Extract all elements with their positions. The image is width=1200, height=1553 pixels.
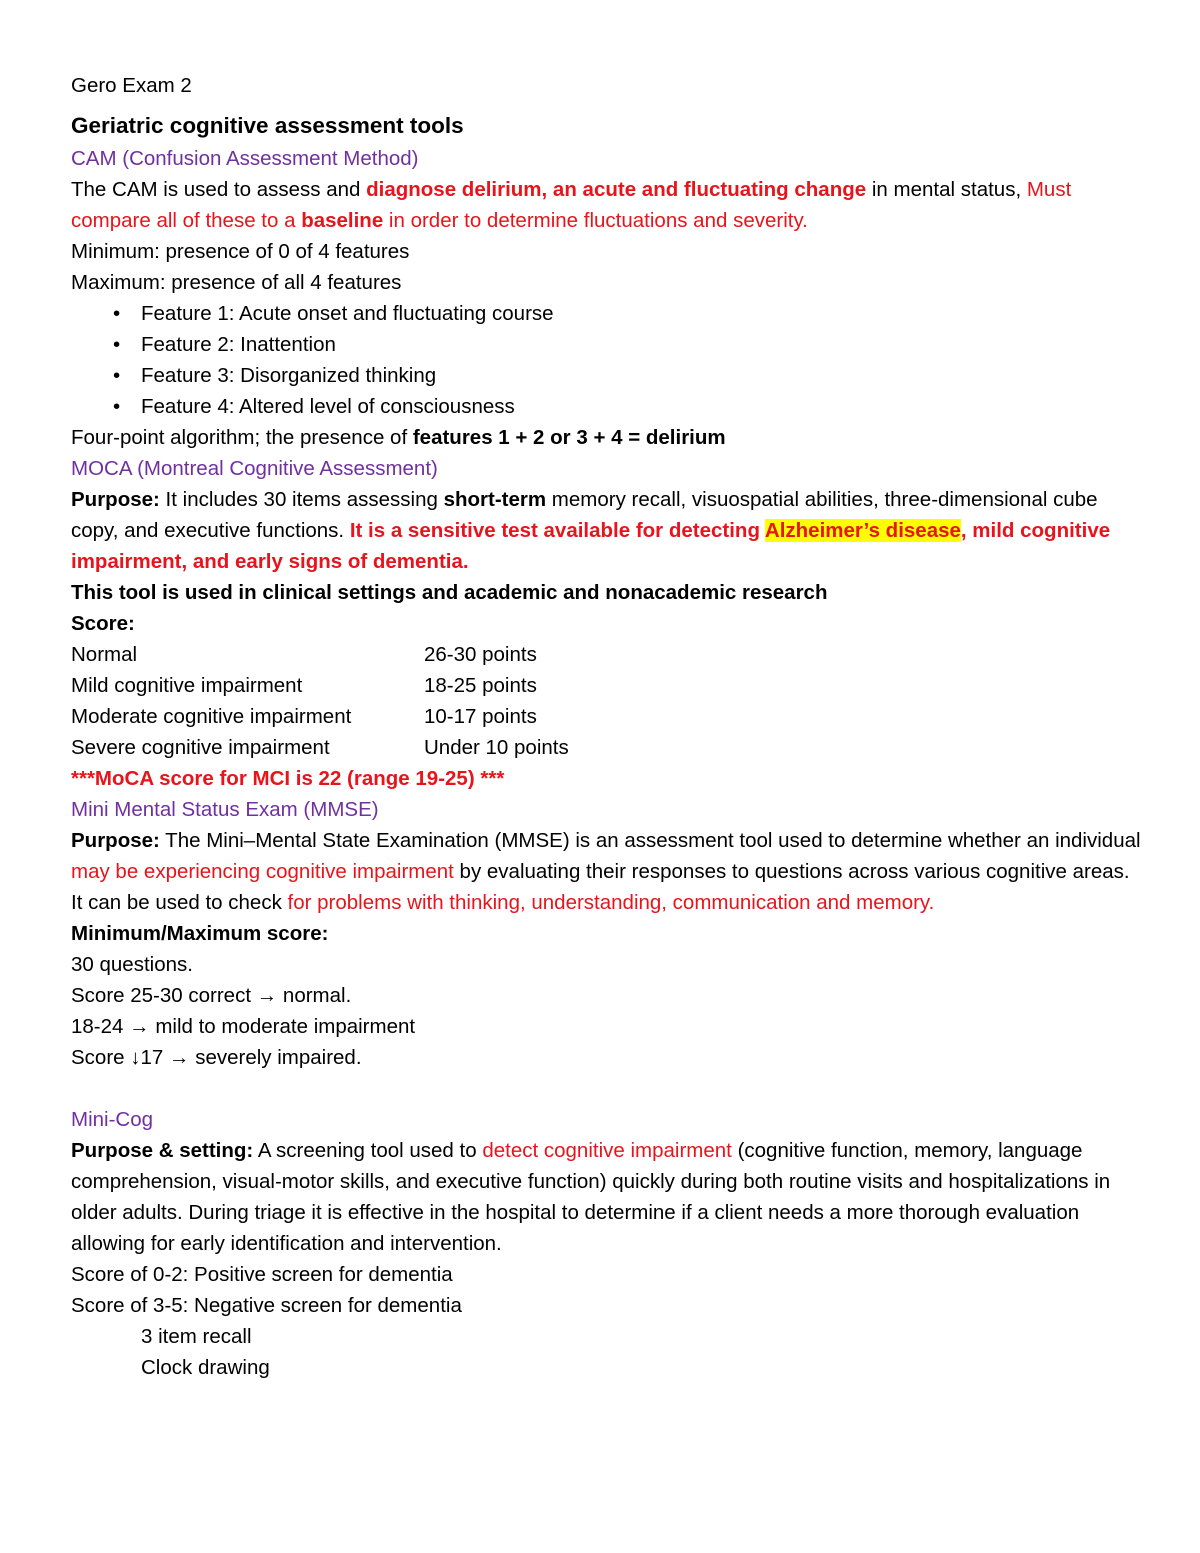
cam-minimum: Minimum: presence of 0 of 4 features (71, 240, 410, 263)
moca-heading: MOCA (Montreal Cognitive Assessment) (71, 457, 438, 480)
moca-score-label: Score: (71, 612, 135, 635)
list-item: • Feature 3: Disorganized thinking (71, 360, 1141, 391)
list-item: • Feature 4: Altered level of consciousness (71, 391, 1141, 422)
table-row: Normal 26-30 points (71, 643, 537, 666)
cam-emphasis-baseline-note: Must compare all of these to a (71, 178, 1072, 232)
cam-algorithm: Four-point algorithm; the presence of features 1 + 2 or 3 + 4 = delirium (71, 426, 726, 449)
bullet-icon: • (113, 333, 121, 356)
mmse-score-normal: Score 25-30 correct → normal. (71, 984, 352, 1007)
document-title: Gero Exam 2 (71, 74, 192, 97)
table-row: Mild cognitive impairment 18-25 points (71, 674, 537, 697)
bullet-icon: • (113, 302, 121, 325)
mmse-check: It can be used to check for problems with thinking, understanding, communication and memory. (71, 891, 935, 914)
cam-description: The CAM is used to assess and diagnose delirium, an acute and fluctuating change in mental status, Must compare all of these to a baseline in order to determine fluctuations and severity. (71, 178, 1072, 232)
minicog-score-positive: Score of 0-2: Positive screen for dementia (71, 1263, 453, 1286)
bullet-icon: • (113, 395, 121, 418)
cam-emphasis-delirium: diagnose delirium, an acute and fluctuating change (366, 178, 867, 201)
main-heading: Geriatric cognitive assessment tools (71, 113, 464, 138)
cam-heading: CAM (Confusion Assessment Method) (71, 147, 419, 170)
moca-score-table (71, 639, 1141, 763)
list-item: • Feature 2: Inattention (71, 329, 1141, 360)
table-row: Severe cognitive impairment Under 10 points (71, 736, 569, 759)
mmse-score-severe: Score ↓17 → severely impaired. (71, 1046, 362, 1069)
cam-baseline-word: baseline (301, 209, 384, 232)
document-body (71, 70, 1141, 1383)
mmse-heading: Mini Mental Status Exam (MMSE) (71, 798, 379, 821)
list-item: • Feature 1: Acute onset and fluctuating course (71, 298, 1141, 329)
spacer (71, 1073, 1141, 1104)
minicog-score-negative: Score of 3-5: Negative screen for dementia (71, 1294, 462, 1317)
mmse-questions: 30 questions. (71, 953, 193, 976)
bullet-icon: • (113, 364, 121, 387)
minicog-item-clock: Clock drawing (141, 1356, 270, 1379)
moca-purpose: Purpose: It includes 30 items assessing short-term memory recall, visuospatial abilities, three-dimensional cube copy, and executive functions. It is a sensitive test available for detecting Alzheimer’s disease, mild cognitive impairment, and early signs of dementia. (71, 488, 1111, 573)
moca-mci-note: ***MoCA score for MCI is 22 (range 19-25) *** (71, 767, 505, 790)
highlighted-alzheimers: Alzheimer’s disease (764, 519, 961, 542)
mmse-purpose: Purpose: The Mini–Mental State Examination (MMSE) is an assessment tool used to determine whether an individual may be experiencing cognitive impairment by evaluating their responses to questions across various cognitive areas. (71, 829, 1141, 883)
minicog-purpose: Purpose & setting: A screening tool used to detect cognitive impairment (cognitive function, memory, language comprehension, visual-motor skills, and executive function) quickly during both routine visits and hospitalizations in older adults. During triage it is effective in the hospital to determine if a client needs a more thorough evaluation allowing for early identification and intervention. (71, 1139, 1111, 1255)
table-row: Moderate cognitive impairment 10-17 points (71, 705, 537, 728)
mmse-minmax-label: Minimum/Maximum score: (71, 922, 329, 945)
cam-maximum: Maximum: presence of all 4 features (71, 271, 402, 294)
mmse-score-mild: 18-24 → mild to moderate impairment (71, 1015, 416, 1038)
minicog-item-recall: 3 item recall (141, 1325, 252, 1348)
minicog-heading: Mini-Cog (71, 1108, 154, 1131)
cam-feature-list (71, 298, 1141, 422)
moca-tool-use: This tool is used in clinical settings and academic and nonacademic research (71, 581, 828, 604)
